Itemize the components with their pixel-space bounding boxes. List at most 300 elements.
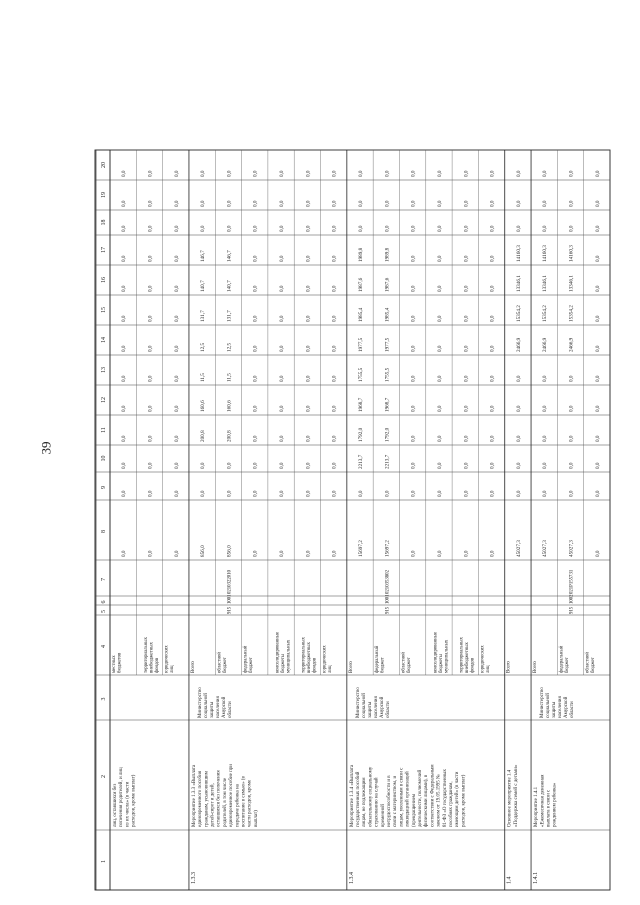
source-label: бюджет [564,657,570,673]
value-cell: 14160,3 [542,245,549,262]
value-cell: 0,0 [542,375,549,382]
value-cell: 140,7 [226,280,233,292]
source-label: бюджет [591,657,597,673]
value-cell: 0,0 [331,345,338,352]
value-cell: 0,0 [436,375,443,382]
value-cell: 0,0 [410,462,417,469]
source-label: бюджет [406,657,412,673]
value-cell: 0,0 [436,490,443,497]
source-label: фондов [154,657,160,673]
header-number: 17 [101,247,107,253]
header-number: 6 [101,600,107,604]
value-cell: 0,0 [279,200,286,207]
grbs-code: 915 [569,606,575,614]
value-cell: 0,0 [173,315,180,322]
header-number: 16 [101,277,107,283]
header-number: 11 [101,427,107,433]
value-cell: 0,0 [410,225,417,232]
value-cell: 0,0 [279,225,286,232]
value-cell: 13346,1 [515,275,522,292]
value-cell: 0,0 [463,170,470,177]
value-cell: 0,0 [515,490,522,497]
value-cell: 1985,4 [358,307,364,322]
value-cell: 0,0 [542,462,549,469]
header-strip [96,150,110,890]
value-cell: 0,0 [252,435,259,442]
value-cell: 0,0 [252,462,259,469]
value-cell: 0,0 [252,255,259,262]
row-title: детей-сирот и детей, [210,783,216,827]
source-label: юридических [164,645,170,673]
value-cell: 0,0 [173,255,180,262]
value-cell: 0,0 [594,315,601,322]
value-cell: 1989,8 [358,247,364,262]
value-cell: 45027,3 [542,540,549,557]
row-title: передаче ребенка на [235,784,241,827]
source-label: консолидированные [433,631,439,673]
value-cell: 0,0 [463,462,470,469]
header-number: 4 [101,645,107,648]
value-cell: 15354,2 [515,305,522,322]
value-cell: 0,0 [147,170,154,177]
row-executor: области [570,701,576,718]
value-cell: 0,0 [226,462,233,469]
row-id: 1.3.3 [190,872,197,884]
value-cell: 0,0 [436,405,443,412]
value-cell: 0,0 [594,375,601,382]
value-cell: 0,0 [147,550,154,557]
value-cell: 0,0 [594,405,601,412]
row-title: лицам, уволенным в связи с [399,767,405,827]
row-executor: социальной [546,693,552,718]
header-number: 14 [101,337,107,343]
source-label: бюджет [249,657,255,673]
source-label: консолидированные [275,631,281,673]
row-title: нетрудоспособности и в [387,775,393,827]
value-cell: 0,0 [489,315,496,322]
header-number: 5 [101,610,107,613]
value-cell: 0,0 [410,490,417,497]
value-cell: 0,0 [305,405,312,412]
value-cell: 0,0 [252,170,259,177]
value-cell: 0,0 [410,345,417,352]
value-cell: 15354,2 [542,305,549,322]
header-number: 1 [101,860,107,863]
value-cell: 0,0 [542,225,549,232]
source-label: лиц [485,665,491,673]
value-cell: 0,0 [542,435,549,442]
value-cell: 0,0 [147,285,154,292]
value-cell: 12,5 [226,342,233,352]
value-cell: 0,0 [305,345,312,352]
value-cell: 0,0 [436,170,443,177]
value-cell: 0,0 [436,315,443,322]
row-title: воспитание в семью» (в [241,776,247,827]
value-cell: 0,0 [305,375,312,382]
value-cell: 13346,1 [542,275,549,292]
value-cell: 0,0 [463,375,470,382]
row-title: «Поддержка семей с детьми» [513,764,519,827]
row-executor: Министерство [197,687,203,718]
value-cell: 0,0 [305,462,312,469]
row-title: страхованию на случай [374,777,380,827]
value-cell: 1977,5 [358,337,364,352]
row-executor: Амурской [379,696,385,718]
value-cell: 0,0 [252,225,259,232]
row-title: выплата в связи с [546,789,552,827]
source-label: внебюджетных [465,642,471,673]
value-cell: 856,0 [226,545,233,557]
value-cell: 12,5 [200,342,207,352]
value-cell: 0,0 [594,225,601,232]
row-executor: Министерство [540,687,546,718]
value-cell: 0,0 [121,375,128,382]
value-cell: 0,0 [147,462,154,469]
row-executor: Министерство [355,687,361,718]
value-cell: 0,0 [173,375,180,382]
value-cell: 0,0 [594,255,601,262]
row-title: родителей, в том числе [222,777,228,827]
row-title: (прекращением [411,793,417,827]
value-cell: 0,0 [568,225,575,232]
value-cell: 0,0 [226,225,233,232]
source-label: территориальных [459,637,465,673]
row-title: Мероприятие 1.4.1 [534,786,540,827]
value-cell: 0,0 [594,490,601,497]
value-cell: 0,0 [410,170,417,177]
value-cell: 0,0 [147,345,154,352]
source-label: федеральный [559,645,565,673]
value-cell: 0,0 [410,375,417,382]
source-label: Всего [533,661,539,673]
row-executor: области [227,701,233,718]
source-label: муниципальных [286,639,292,673]
value-cell: 0,0 [331,405,338,412]
header-number: 8 [101,530,107,533]
value-cell: 0,0 [463,315,470,322]
value-cell: 0,0 [489,490,496,497]
value-cell: 0,0 [147,315,154,322]
row-executor: социальной [203,693,209,718]
rz-code: 1002 [569,594,575,604]
row-title: «Ежемесячная денежная [540,774,546,827]
row-executor: защиты [367,701,373,718]
row-title: части расходов, кроме [247,779,253,827]
value-cell: 0,0 [568,375,575,382]
row-title: обязательному социальному [368,766,374,827]
value-cell: 0,0 [121,490,128,497]
value-cell: 0,0 [515,170,522,177]
value-cell: 1989,8 [384,247,391,262]
value-cell: 0,0 [515,435,522,442]
row-title: физическими лицами), в [424,774,430,827]
source-label: бюджеты [438,654,444,673]
value-cell: 1968,7 [358,397,364,412]
row-title: попечения родителей, и лиц [119,767,125,827]
value-cell: 0,0 [252,375,259,382]
value-cell: 0,0 [147,255,154,262]
value-cell: 0,0 [147,200,154,207]
row-id: 1.3.4 [348,872,355,884]
value-cell: 14160,3 [568,245,575,262]
value-cell: 0,0 [568,405,575,412]
value-cell: 0,0 [279,315,286,322]
value-cell: 0,0 [305,200,312,207]
value-cell: 0,0 [121,225,128,232]
value-cell: 0,0 [121,462,128,469]
row-title: законом от 19.05.1995 № [436,774,442,827]
source-label: юридических [480,645,486,673]
header-number: 13 [101,367,107,373]
value-cell: 0,0 [121,405,128,412]
value-cell: 0,0 [489,345,496,352]
value-cell: 0,0 [568,435,575,442]
header-number: 15 [101,307,107,313]
row-title: расходов, кроме выплат) [131,774,137,827]
source-label: Всего [506,661,512,673]
value-cell: 0,0 [358,170,364,177]
source-label: лиц [328,665,334,673]
value-cell: 0,0 [489,285,496,292]
row-title: Основное мероприятие 1.4 [507,769,513,827]
value-cell: 1792,0 [358,427,364,442]
value-cell: 0,0 [515,405,522,412]
row-title: единовременное пособие при [229,764,235,827]
source-label: территориальных [143,637,149,673]
row-title: соответствии с Федеральным [430,764,436,827]
value-cell: 0,0 [279,345,286,352]
value-cell: 0,0 [436,285,443,292]
value-cell: 2466,9 [542,337,549,352]
row-executor: защиты [552,701,558,718]
value-cell: 0,0 [173,490,180,497]
value-cell: 0,0 [515,200,522,207]
value-cell: 0,0 [384,200,391,207]
value-cell: 0,0 [121,345,128,352]
row-executor: населения [215,696,221,718]
value-cell: 0,0 [147,225,154,232]
header-number: 9 [101,486,107,489]
row-title: оставшихся без попечения [216,770,222,827]
value-cell: 1985,4 [384,307,391,322]
value-cell: 0,0 [331,255,338,262]
source-label: фондов [312,657,318,673]
csr-code: 021P155731 [569,569,575,594]
value-cell: 0,0 [410,200,417,207]
value-cell: 0,0 [594,170,601,177]
value-cell: 0,0 [121,285,128,292]
rz-code: 1001 [385,594,391,604]
row-executor: защиты [209,701,215,718]
value-cell: 0,0 [358,490,364,497]
header-number: 10 [101,455,107,462]
value-cell: 0,0 [173,170,180,177]
value-cell: 0,0 [121,170,128,177]
value-cell: 0,0 [594,435,601,442]
value-cell: 0,0 [489,255,496,262]
value-cell: 0,0 [463,435,470,442]
header-number: 19 [101,192,107,198]
value-cell: 0,0 [279,170,286,177]
value-cell: 0,0 [568,200,575,207]
value-cell: 2213,7 [384,454,391,469]
value-cell: 0,0 [489,200,496,207]
value-cell: 0,0 [489,170,496,177]
value-cell: 0,0 [489,462,496,469]
value-cell: 0,0 [279,435,286,442]
source-label: бюджет [222,657,228,673]
source-label: областной [401,651,407,673]
value-cell: 0,0 [121,255,128,262]
value-cell: 2466,9 [568,337,575,352]
value-cell: 0,0 [568,490,575,497]
value-cell: 0,0 [489,550,496,557]
value-cell: 0,0 [463,285,470,292]
source-label: областной [585,651,591,673]
value-cell: 2466,9 [515,337,522,352]
value-cell: 15354,2 [568,305,575,322]
value-cell: 0,0 [515,462,522,469]
value-cell: 0,0 [489,225,496,232]
value-cell: 0,0 [173,462,180,469]
header-number: 18 [101,219,107,226]
value-cell: 0,0 [252,315,259,322]
row-title: временной [380,804,386,827]
row-executor: социальной [361,693,367,718]
value-cell: 0,0 [410,405,417,412]
value-cell: 160,6 [200,400,207,412]
value-cell: 0,0 [463,200,470,207]
value-cell: 0,0 [252,405,259,412]
value-cell: 0,0 [463,255,470,262]
source-label: внебюджетных [307,642,313,673]
value-cell: 15697,2 [358,540,364,557]
value-cell: 0,0 [489,375,496,382]
value-cell: 0,0 [279,462,286,469]
value-cell: 0,0 [279,550,286,557]
row-executor: Амурской [221,696,227,718]
value-cell: 0,0 [542,170,549,177]
value-cell: 0,0 [173,225,180,232]
row-title: государственных пособий [356,771,362,827]
page-number: 39 [38,441,54,455]
value-cell: 140,7 [200,280,207,292]
value-cell: 0,0 [410,435,417,442]
value-cell: 200,8 [226,430,233,442]
value-cell: 0,0 [436,255,443,262]
value-cell: 0,0 [384,490,391,497]
row-title: гражданам, усыновившим [204,771,210,827]
value-cell: 0,0 [226,200,233,207]
source-label: федеральный [243,645,249,673]
value-cell: 0,0 [252,285,259,292]
value-cell: 0,0 [252,345,259,352]
value-cell: 0,0 [358,200,364,207]
source-label: лиц [170,665,176,673]
source-label: внебюджетных [149,642,155,673]
row-title: лиц, оставшихся без [113,783,118,827]
row-title: выплат) [253,810,259,827]
source-label: юридических [322,645,328,673]
value-cell: 0,0 [226,170,233,177]
source-label: территориальных [301,637,307,673]
value-cell: 0,0 [384,225,391,232]
row-title: рождением ребенка» [552,782,558,827]
row-title: 81-ФЗ «О государственных [442,768,448,827]
value-cell: 0,0 [542,490,549,497]
row-title: ликвидацией организаций [405,771,411,827]
value-cell: 0,0 [331,200,338,207]
row-executor: населения [373,696,379,718]
source-label: Всего [348,661,354,673]
value-cell: 1968,7 [384,397,391,412]
row-id: 1.4 [506,876,513,884]
source-label: местных [112,655,117,673]
value-cell: 45027,3 [568,540,575,557]
value-cell: 15697,2 [384,540,391,557]
value-cell: 0,0 [542,200,549,207]
value-cell: 0,0 [331,170,338,177]
value-cell: 0,0 [331,435,338,442]
header-number: 20 [101,162,107,168]
value-cell: 0,0 [279,285,286,292]
value-cell: 0,0 [568,170,575,177]
value-cell: 0,0 [173,345,180,352]
source-label: бюджеты [280,654,286,673]
row-title: расходов, кроме выплат) [461,774,467,827]
value-cell: 0,0 [173,435,180,442]
source-label: бюджет [380,657,386,673]
value-cell: 13346,1 [568,275,575,292]
value-cell: 0,0 [121,200,128,207]
value-cell: 0,0 [200,170,207,177]
row-title: связи с материнством, и [393,775,399,827]
header-number: 7 [101,578,107,581]
csr-code: 0210353802 [385,570,391,594]
value-cell: 0,0 [279,375,286,382]
value-cell: 1987,6 [358,277,364,292]
grbs-code: 915 [385,606,391,614]
value-cell: 146,7 [200,250,207,262]
value-cell: 0,0 [436,200,443,207]
value-cell: 200,8 [200,430,207,442]
value-cell: 0,0 [358,225,364,232]
grbs-code: 915 [227,606,233,614]
value-cell: 11,5 [226,373,233,382]
row-title: деятельности, полномочий [418,769,424,827]
row-title: лицам, не подлежащим [362,777,368,827]
value-cell: 1755,5 [358,367,364,382]
value-cell: 0,0 [568,462,575,469]
value-cell: 0,0 [279,405,286,412]
value-cell: 0,0 [279,490,286,497]
value-cell: 0,0 [252,200,259,207]
value-cell: 0,0 [200,200,207,207]
value-cell: 0,0 [463,550,470,557]
value-cell: 0,0 [463,225,470,232]
value-cell: 14160,3 [515,245,522,262]
value-cell: 0,0 [226,490,233,497]
value-cell: 0,0 [173,200,180,207]
header-number: 3 [101,697,107,701]
value-cell: 0,0 [173,550,180,557]
value-cell: 0,0 [515,225,522,232]
value-cell: 0,0 [331,285,338,292]
row-title: из их числа» (в части [125,781,131,827]
value-cell: 0,0 [594,200,601,207]
value-cell: 0,0 [305,490,312,497]
value-cell: 0,0 [410,315,417,322]
